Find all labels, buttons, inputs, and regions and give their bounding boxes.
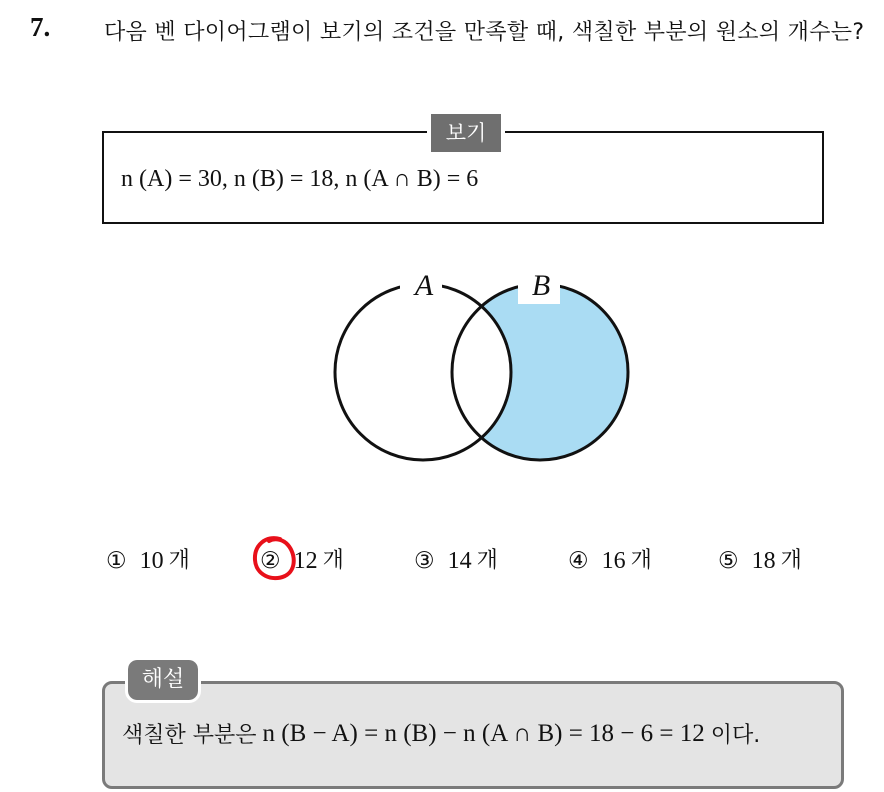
choice-unit-3: 개 [476,548,498,573]
venn-label-a: A [414,269,434,302]
answer-circle-mark [250,533,300,585]
choice-5[interactable] [718,543,802,579]
solution-suffix: 이다. [710,723,761,748]
choice-1[interactable] [106,543,190,579]
choice-unit-5: 개 [780,548,802,573]
choice-mark-4: ④ [568,548,589,574]
choice-mark-3: ③ [414,548,435,574]
question-text: 다음 벤 다이어그램이 보기의 조건을 만족할 때, 색칠한 부분의 원소의 개수는? [104,20,865,45]
choice-value-5: 18 [751,548,776,574]
choice-value-1: 10 [139,548,164,574]
choice-unit-2: 개 [322,548,344,573]
choice-mark-1: ① [106,548,127,574]
venn-diagram [320,262,640,468]
choices [106,543,826,583]
solution-formula: n (B − A) = n (B) − n (A ∩ B) = 18 − 6 = 12 [262,719,705,747]
bogi-formula: n (A) = 30, n (B) = 18, n (A ∩ B) = 6 [121,166,479,192]
choice-unit-4: 개 [630,548,652,573]
choice-4[interactable] [568,543,652,579]
choice-mark-5: ⑤ [718,548,739,574]
question-number: 7. [30,12,51,42]
choice-mark-2: ② [260,548,281,574]
choice-unit-1: 개 [168,548,190,573]
choice-value-4: 16 [601,548,626,574]
venn-label-b: B [531,269,551,302]
solution-label: 해설 [128,660,198,700]
bogi-label: 보기 [431,114,501,152]
choice-value-2: 12 [293,548,318,574]
solution-text [122,718,760,749]
choice-value-3: 14 [447,548,472,574]
solution-prefix: 색칠한 부분은 [122,723,257,748]
choice-3[interactable] [414,543,498,579]
